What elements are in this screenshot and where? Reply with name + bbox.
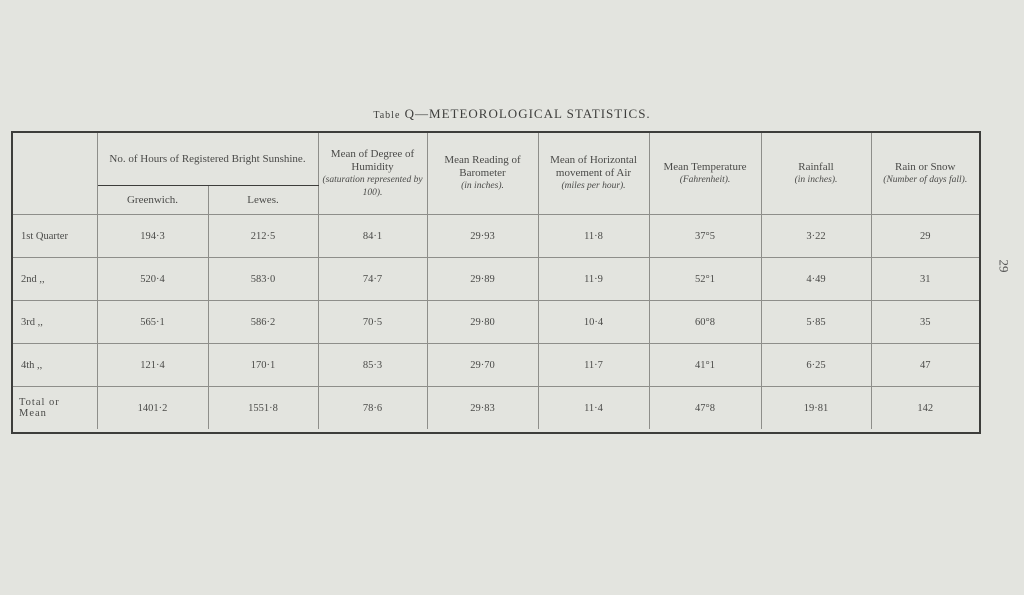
cell-humidity: 74·7	[318, 258, 427, 301]
cell-humidity: 70·5	[318, 301, 427, 344]
cell-barometer: 29·80	[427, 301, 538, 344]
row-label: 3rd ,,	[13, 301, 97, 344]
cell-humidity: 85·3	[318, 344, 427, 387]
cell-days: 29	[871, 215, 979, 258]
page-number: 29	[996, 259, 1012, 273]
header-temperature-label: Mean Temperature	[663, 160, 747, 173]
cell-greenwich: 520·4	[97, 258, 208, 301]
header-humidity	[318, 133, 427, 215]
header-rain-snow	[871, 133, 979, 215]
header-rain-snow-note: (Number of days fall).	[883, 174, 968, 185]
header-barometer-note: (in inches).	[461, 181, 504, 191]
header-humidity-note: (saturation represented by 100).	[322, 174, 423, 198]
header-greenwich: Greenwich.	[97, 186, 208, 215]
cell-wind: 11·7	[538, 344, 649, 387]
header-rainfall-label: Rainfall	[798, 160, 834, 173]
caption-prefix: Table	[373, 110, 401, 121]
cell-wind: 11·8	[538, 215, 649, 258]
cell-days: 35	[871, 301, 979, 344]
cell-humidity: 84·1	[318, 215, 427, 258]
caption-label: Q	[404, 106, 416, 121]
cell-wind: 11·4	[538, 387, 649, 430]
cell-rainfall: 6·25	[761, 344, 871, 387]
header-wind-note: (miles per hour).	[561, 181, 626, 191]
header-barometer	[427, 133, 538, 215]
cell-lewes: 586·2	[208, 301, 318, 344]
caption-title: —METEOROLOGICAL STATISTICS.	[415, 106, 651, 121]
row-label: 2nd ,,	[13, 258, 97, 301]
cell-barometer: 29·89	[427, 258, 538, 301]
cell-barometer: 29·83	[427, 387, 538, 430]
header-temperature	[649, 133, 761, 215]
cell-wind: 10·4	[538, 301, 649, 344]
header-temperature-note: (Fahrenheit).	[679, 174, 731, 185]
header-lewes: Lewes.	[208, 186, 318, 215]
cell-rainfall: 5·85	[761, 301, 871, 344]
total-label-line2: Mean	[19, 408, 47, 419]
header-humidity-label: Mean of Degree of Humidity	[330, 147, 415, 173]
row-label: 1st Quarter	[13, 215, 97, 258]
header-sunshine: No. of Hours of Registered Bright Sunshine.	[97, 133, 318, 186]
cell-temperature: 37°5	[649, 215, 761, 258]
cell-lewes: 583·0	[208, 258, 318, 301]
header-wind	[538, 133, 649, 215]
corner-cell	[13, 133, 97, 215]
row-label: 4th ,,	[13, 344, 97, 387]
total-label-line1: Total or	[19, 397, 60, 408]
table-row	[13, 258, 979, 301]
cell-humidity: 78·6	[318, 387, 427, 430]
row-label-total	[13, 387, 97, 430]
meteorological-table	[13, 133, 979, 429]
header-rain-snow-label: Rain or Snow	[895, 160, 956, 173]
cell-temperature: 52°1	[649, 258, 761, 301]
header-rainfall-note: (in inches).	[794, 174, 838, 185]
table-row	[13, 301, 979, 344]
cell-days: 142	[871, 387, 979, 430]
cell-barometer: 29·70	[427, 344, 538, 387]
cell-lewes: 1551·8	[208, 387, 318, 430]
cell-days: 31	[871, 258, 979, 301]
cell-rainfall: 3·22	[761, 215, 871, 258]
cell-days: 47	[871, 344, 979, 387]
cell-rainfall: 4·49	[761, 258, 871, 301]
cell-temperature: 47°8	[649, 387, 761, 430]
table-caption	[0, 106, 1024, 122]
cell-greenwich: 565·1	[97, 301, 208, 344]
header-wind-label: Mean of Horizontal movement of Air	[550, 154, 637, 179]
header-rainfall	[761, 133, 871, 215]
cell-greenwich: 194·3	[97, 215, 208, 258]
cell-lewes: 170·1	[208, 344, 318, 387]
cell-temperature: 41°1	[649, 344, 761, 387]
cell-wind: 11·9	[538, 258, 649, 301]
cell-rainfall: 19·81	[761, 387, 871, 430]
cell-barometer: 29·93	[427, 215, 538, 258]
cell-lewes: 212·5	[208, 215, 318, 258]
table-row	[13, 344, 979, 387]
header-barometer-label: Mean Reading of Barometer	[444, 154, 521, 179]
cell-greenwich: 1401·2	[97, 387, 208, 430]
cell-greenwich: 121·4	[97, 344, 208, 387]
table-row	[13, 215, 979, 258]
cell-temperature: 60°8	[649, 301, 761, 344]
table-row-total	[13, 387, 979, 430]
